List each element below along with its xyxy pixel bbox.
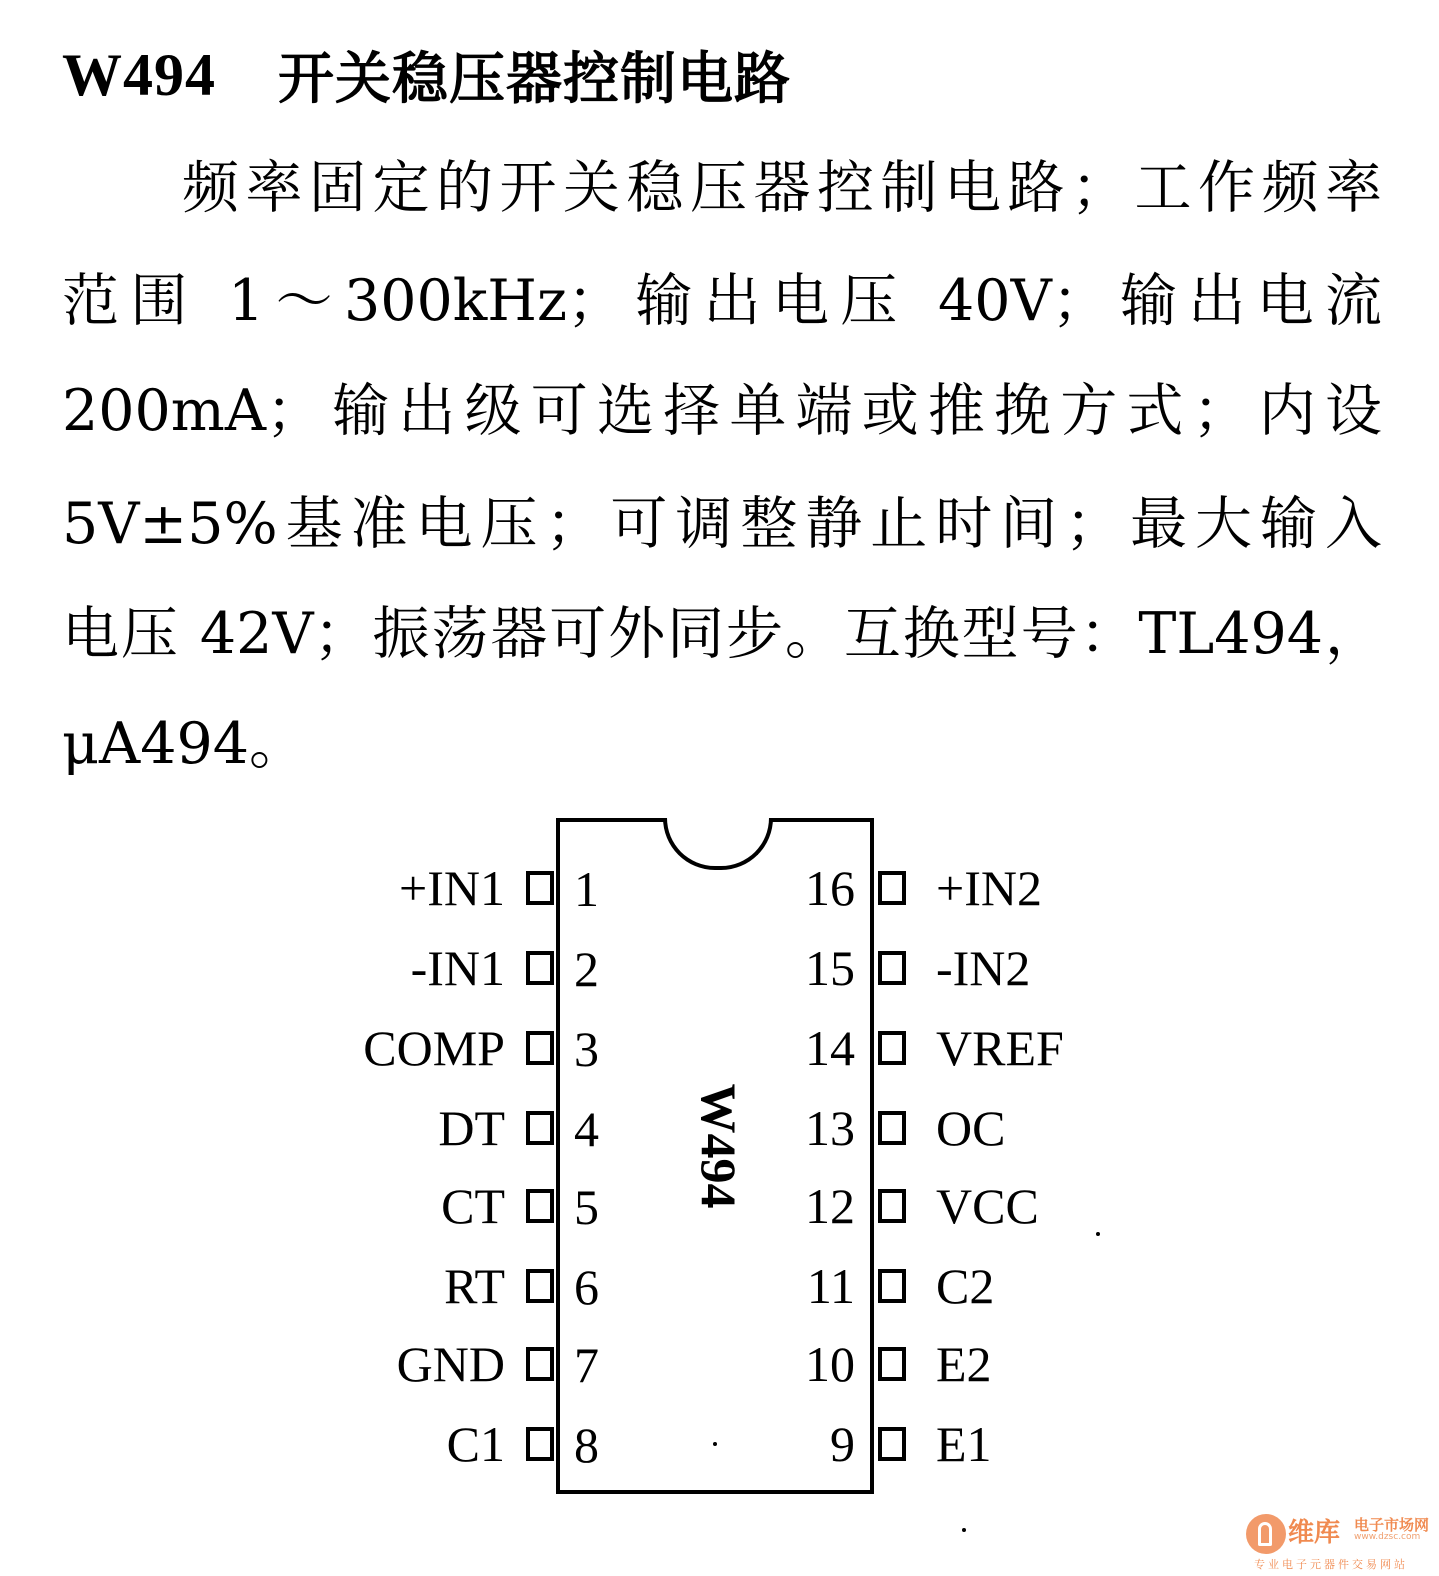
right-pin-name: -IN2 <box>936 940 1031 996</box>
right-pin-name: E1 <box>936 1416 992 1472</box>
left-pin-name: CT <box>441 1178 505 1234</box>
right-pin-name: E2 <box>936 1336 992 1392</box>
left-pin-name: GND <box>396 1336 505 1392</box>
left-pin-number: 6 <box>574 1259 599 1315</box>
watermark-subtitle: 电子市场网 <box>1354 1516 1430 1534</box>
left-pin-number: 1 <box>574 861 599 917</box>
right-pin-number: 16 <box>805 860 855 916</box>
scan-speck <box>1096 1232 1100 1236</box>
scan-speck <box>713 1442 717 1446</box>
watermark-slogan: 专业电子元器件交易网站 <box>1254 1558 1408 1571</box>
left-pin-number: 5 <box>574 1179 599 1235</box>
paragraph-line-5-text: 电压 42V；振荡器可外同步。互换型号：TL494， <box>62 601 1382 667</box>
left-pin-name: C1 <box>446 1416 505 1472</box>
left-pin-pad <box>526 1427 554 1461</box>
right-pin-number: 15 <box>805 940 855 996</box>
right-pin-pad <box>878 1269 906 1303</box>
right-pin-number: 10 <box>805 1336 855 1392</box>
paragraph-line-6 <box>62 698 1382 780</box>
paragraph-line-3 <box>62 365 1382 447</box>
right-pin-number: 9 <box>830 1416 855 1472</box>
left-pin-name: -IN1 <box>410 940 505 996</box>
left-pin-name: COMP <box>363 1020 505 1076</box>
right-pin-name: VREF <box>936 1020 1064 1076</box>
paragraph-line-2-text: 范围 1～300kHz；输出电压 40V；输出电流 <box>62 268 1382 334</box>
watermark-name: 维库 <box>1288 1518 1341 1548</box>
left-pin-pad <box>526 951 554 985</box>
left-pin-pad <box>526 1347 554 1381</box>
right-pin-pad <box>878 1111 906 1145</box>
right-pin-number: 13 <box>805 1100 855 1156</box>
left-pin-pad <box>526 1031 554 1065</box>
left-pin-pad <box>526 1189 554 1223</box>
right-pin-name: C2 <box>936 1258 995 1314</box>
heading <box>62 40 791 110</box>
right-pin-number: 14 <box>805 1020 855 1076</box>
chip-label-text: W494 <box>691 1083 747 1209</box>
scan-speck <box>962 1528 966 1532</box>
paragraph-line-1-text: 频率固定的开关稳压器控制电路；工作频率 <box>182 155 1382 221</box>
right-pin-pad <box>878 1427 906 1461</box>
left-pin-number: 4 <box>574 1101 599 1157</box>
left-pin-pad <box>526 1269 554 1303</box>
left-pin-number: 8 <box>574 1417 599 1473</box>
right-pin-number: 11 <box>806 1258 855 1314</box>
heading-part-code: W494 <box>62 41 216 108</box>
pin1-notch <box>663 818 773 870</box>
left-pin-number: 3 <box>574 1021 599 1077</box>
right-pin-pad <box>878 1189 906 1223</box>
watermark-url: www.dzsc.com <box>1354 1532 1421 1542</box>
paragraph-line-6-text: μA494。 <box>62 711 307 777</box>
paragraph-line-2 <box>62 255 1382 337</box>
left-pin-pad <box>526 871 554 905</box>
right-pin-name: OC <box>936 1100 1006 1156</box>
left-pin-number: 2 <box>574 941 599 997</box>
paragraph-line-5 <box>62 588 1382 670</box>
left-pin-pad <box>526 1111 554 1145</box>
right-pin-name: +IN2 <box>936 860 1042 916</box>
paragraph-line-4-text: 5V±5%基准电压；可调整静止时间；最大输入 <box>62 491 1382 557</box>
paragraph-line-4 <box>62 478 1382 560</box>
right-pin-pad <box>878 951 906 985</box>
left-pin-name: RT <box>444 1258 505 1314</box>
right-pin-number: 12 <box>805 1178 855 1234</box>
left-pin-name: DT <box>438 1100 505 1156</box>
site-watermark <box>1246 1510 1436 1570</box>
right-pin-pad <box>878 1347 906 1381</box>
right-pin-pad <box>878 871 906 905</box>
ic-package <box>556 818 874 1494</box>
paragraph-line-3-text: 200mA；输出级可选择单端或推挽方式；内设 <box>62 378 1382 444</box>
left-pin-name: +IN1 <box>399 860 505 916</box>
right-pin-pad <box>878 1031 906 1065</box>
watermark-logo-icon <box>1246 1514 1286 1554</box>
right-pin-name: VCC <box>936 1178 1039 1234</box>
heading-title: 开关稳压器控制电路 <box>278 47 791 112</box>
left-pin-number: 7 <box>574 1337 599 1393</box>
paragraph-line-1 <box>182 142 1382 224</box>
